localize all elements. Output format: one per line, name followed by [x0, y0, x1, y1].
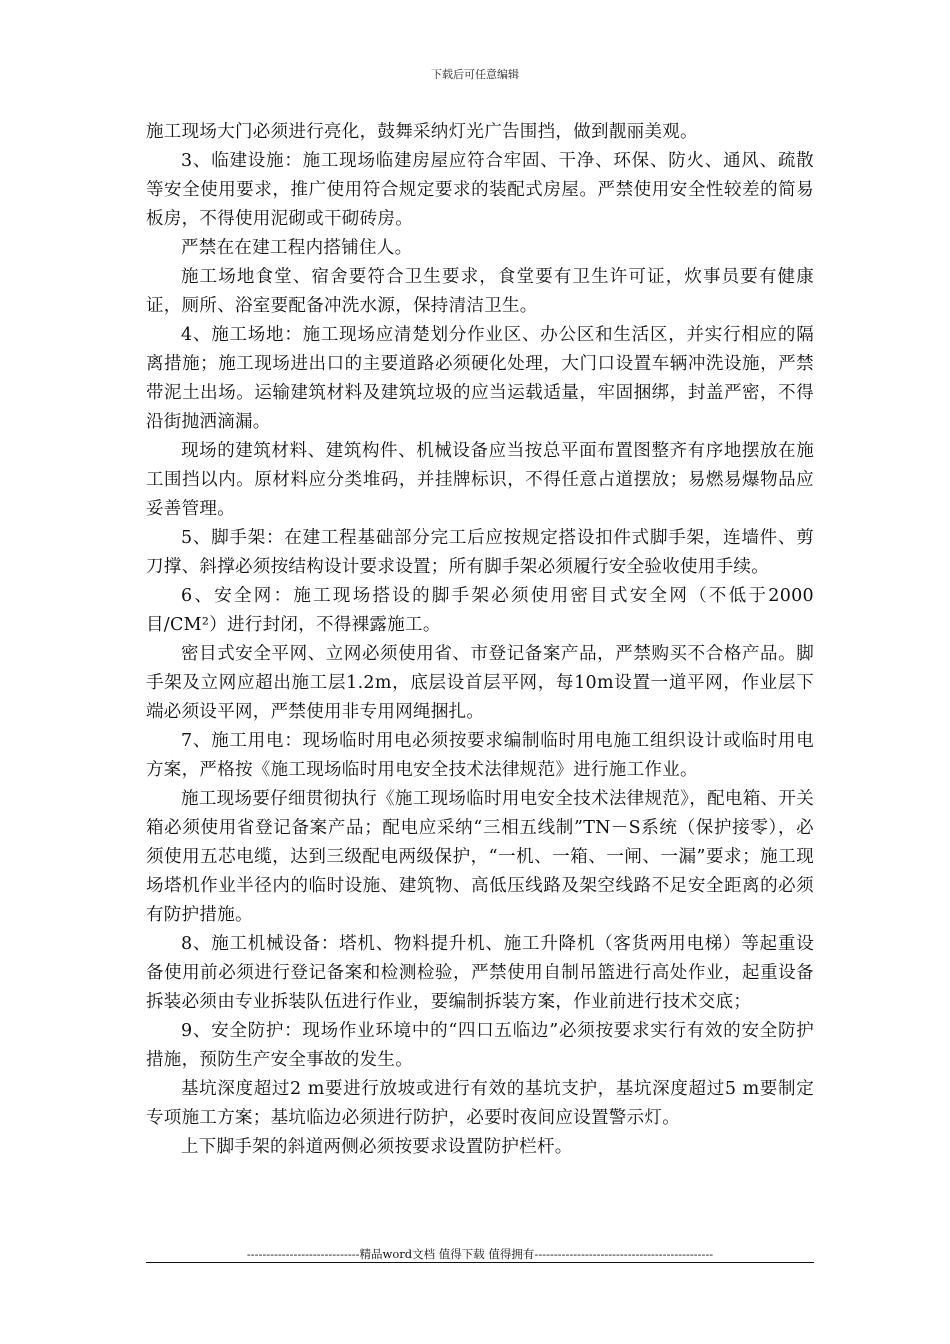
paragraph: 施工场地食堂、宿舍要符合卫生要求，食堂要有卫生许可证，炊事员要有健康证，厕所、浴室要配备冲洗水源，保持清洁卫生。: [146, 267, 814, 316]
paragraph: 密目式安全平网、立网必须使用省、市登记备案产品，严禁购买不合格产品。脚手架及立网应超出施工层1.2m，底层设首层平网，每10m设置一道平网，作业层下端必须设平网，严禁使用非专用网绳捆扎。: [146, 644, 814, 722]
paragraph: 现场的建筑材料、建筑构件、机械设备应当按总平面布置图整齐有序地摆放在施工围挡以内。原材料应分类堆码，并挂牌标识，不得任意占道摆放；易燃易爆物品应妥善管理。: [146, 441, 814, 519]
paragraph: 6、安全网：施工现场搭设的脚手架必须使用密目式安全网（不低于2000目/CM²）进行封闭，不得裸露施工。: [146, 586, 814, 635]
page-header: 下载后可任意编辑: [431, 68, 519, 81]
paragraph: 基坑深度超过2 m要进行放坡或进行有效的基坑支护，基坑深度超过5 m要制定专项施工方案；基坑临边必须进行防护，必要时夜间应设置警示灯。: [146, 1079, 814, 1128]
paragraph: 上下脚手架的斜道两侧必须按要求设置防护栏杆。: [181, 1137, 573, 1157]
paragraph: 施工现场要仔细贯彻执行《施工现场临时用电安全技术法律规范》，配电箱、开关箱必须使用省登记备案产品；配电应采纳“三相五线制”TN－S系统（保护接零），必须使用五芯电缆，达到三级配电两级保护，“一机、一箱、一闸、一漏”要求；施工现场塔机作业半径内的临时设施、建筑物、高低压线路及架空线路不足安全距离的必须有防护措施。: [146, 789, 814, 925]
document-body: [146, 118, 814, 1162]
footer-rule: [146, 1262, 814, 1263]
paragraph: 9、安全防护：现场作业环境中的“四口五临边”必须按要求实行有效的安全防护措施，预防生产安全事故的发生。: [146, 1021, 814, 1070]
paragraph: 5、脚手架：在建工程基础部分完工后应按规定搭设扣件式脚手架，连墙件、剪刀撑、斜撑必须按结构设计要求设置；所有脚手架必须履行安全验收使用手续。: [146, 528, 814, 577]
paragraph: 3、临建设施：施工现场临建房屋应符合牢固、干净、环保、防火、通风、疏散等安全使用要求，推广使用符合规定要求的装配式房屋。严禁使用安全性较差的简易板房，不得使用泥砌或干砌砖房。: [146, 151, 814, 229]
paragraph: 8、施工机械设备：塔机、物料提升机、施工升降机（客货两用电梯）等起重设备使用前必须进行登记备案和检测检验，严禁使用自制吊篮进行高处作业，起重设备拆装必须由专业拆装队伍进行作业，要编制拆装方案，作业前进行技术交底；: [146, 934, 814, 1012]
paragraph: 施工现场大门必须进行亮化，鼓舞采纳灯光广告围挡，做到靓丽美观。: [146, 122, 698, 142]
paragraph: 4、施工场地：施工现场应清楚划分作业区、办公区和生活区，并实行相应的隔离措施；施工现场进出口的主要道路必须硬化处理，大门口设置车辆冲洗设施，严禁带泥土出场。运输建筑材料及建筑垃圾的应当运载适量，牢固捆绑，封盖严密，不得沿街抛洒滴漏。: [146, 325, 814, 432]
paragraph: 7、施工用电：现场临时用电必须按要求编制临时用电施工组织设计或临时用电方案，严格按《施工现场临时用电安全技术法律规范》进行施工作业。: [146, 731, 814, 780]
paragraph: 严禁在在建工程内搭铺住人。: [181, 238, 413, 258]
page-footer: -----------------------------精品word文档 值得下载 值得拥有----------------------------------------------: [246, 1247, 714, 1261]
